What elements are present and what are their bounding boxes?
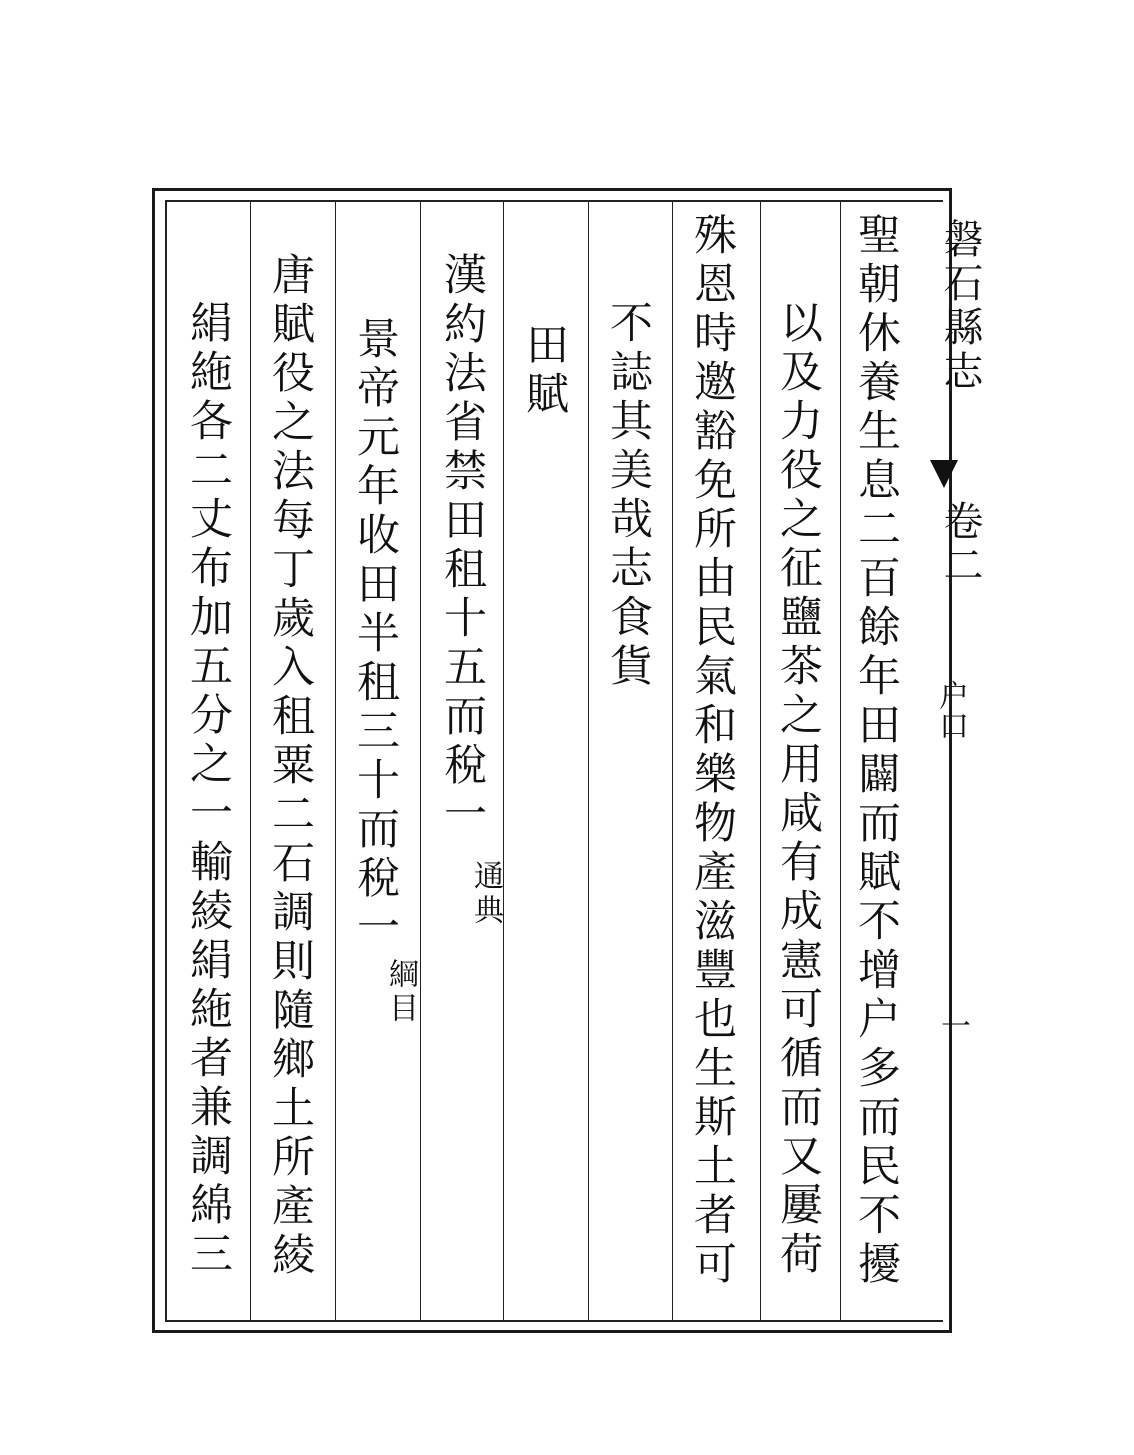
fish-tail-mark (930, 460, 958, 488)
column-divider (672, 200, 673, 1322)
text-column: 以及力役之征鹽茶之用咸有成憲可循而又屢荷 (773, 300, 823, 1280)
text-column: 景帝元年收田半租三十而稅一 (350, 316, 400, 953)
margin-page-number: 一 (935, 1010, 970, 1040)
column-divider (335, 200, 336, 1322)
text-column: 不誌其美哉志食貨 (603, 300, 653, 692)
text-column: 唐賦役之法每丁歲入租粟二石調則隨鄉土所產綾 (265, 252, 315, 1281)
text-column: 漢約法省禁田租十五而稅一 (437, 252, 487, 840)
column-divider (503, 200, 504, 1322)
column-divider (588, 200, 589, 1322)
source-note: 通典 (468, 860, 503, 928)
column-divider (250, 200, 251, 1322)
margin-section: 户口 (933, 680, 968, 740)
margin-volume: 卷二 (937, 500, 983, 588)
margin-book-title: 磐石縣志 (937, 218, 983, 394)
column-divider (760, 200, 761, 1322)
text-column: 殊恩時邀豁免所由民氣和樂物產滋豐也生斯土者可 (687, 212, 737, 1290)
column-divider (840, 200, 841, 1322)
text-column: 絹絁各二丈布加五分之一輸綾絹絁者兼調綿三 (183, 300, 233, 1280)
text-column: 聖朝休養生息二百餘年田闢而賦不增户多而民不擾 (851, 212, 901, 1290)
section-heading: 田賦 (519, 322, 569, 420)
source-note: 綱目 (383, 958, 418, 1026)
column-divider (420, 200, 421, 1322)
